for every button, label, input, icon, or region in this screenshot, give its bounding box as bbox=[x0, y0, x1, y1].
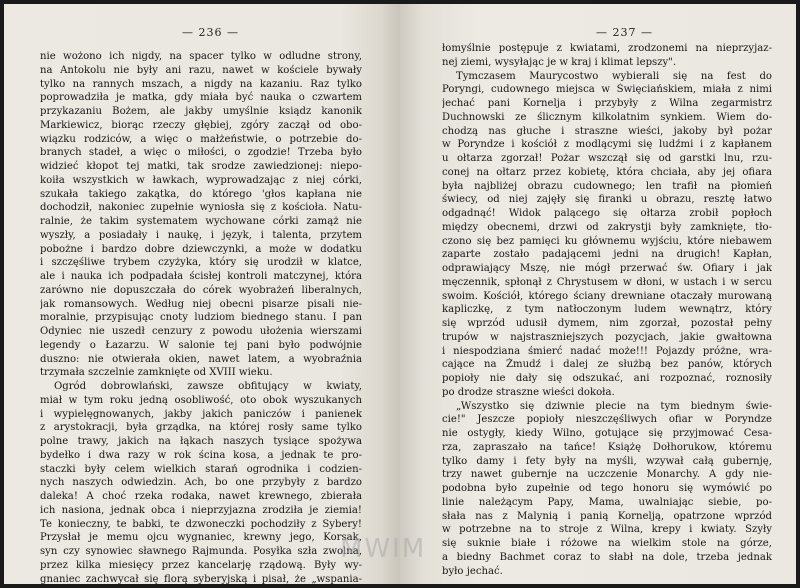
right-page bbox=[400, 4, 796, 584]
text-line: było jechać. bbox=[442, 565, 503, 577]
text-line: Te konieczny, te babki, te dzwoneczki pochodziły z Sybery! bbox=[40, 518, 362, 530]
text-line: kapliczkę, z tym natłoczonym ludem wewnątrz, który bbox=[442, 304, 772, 316]
text-line: popioły nie dały się odszukać, ani rozpoznać, roznosiły bbox=[442, 373, 772, 384]
text-line: nych naszych odwiedzin. Ach, bo one przybyły z bardzo bbox=[40, 477, 362, 489]
text-line: miał w tym roku jedną osobliwość, oto obok wyszukanych bbox=[40, 394, 362, 406]
text-line: cające na Żmudź i dalej ze służbą bez panów, których bbox=[442, 359, 772, 371]
text-line: jechać pani Kornelja i przybyły z Wilna zegarmistrz bbox=[442, 98, 772, 109]
text-line: nie wożono ich nigdy, na spacer tylko w odludne strony, bbox=[40, 51, 362, 62]
text-line: conej na ołtarz przez kobietę, która chciała, aby jej ofiara bbox=[442, 166, 772, 178]
text-line: cie!" Jeszcze popioły nieszczęśliwych ofiar w Poryndze bbox=[442, 414, 772, 426]
text-line: dochodził, nakoniec zupełnie wyniosła się z kościoła. Natu- bbox=[40, 202, 362, 214]
text-line: Tymczasem Maurycostwo wybierali się na fest do bbox=[456, 70, 772, 82]
text-line: chodzą nas głuche i straszne wieści, jakoby był pożar bbox=[442, 125, 772, 137]
text-line: bydełko i dwa razy w rok ścina kosa, a jednak te pro- bbox=[40, 449, 362, 461]
text-line: staczki były celem wielkich starań ogrodnika i codzien- bbox=[40, 463, 362, 475]
text-line: i szczęśliwe trybem czyżyka, który się urodził w klatce, bbox=[40, 257, 362, 269]
text-line: Przysłał je memu ojcu wygnaniec, krewny jego, Korsak, bbox=[40, 532, 362, 544]
text-line: swoim. Kościół, którego ściany drewniane otaczały murowaną bbox=[442, 290, 772, 302]
text-line: w potrzebne na to stroje z Wilna, krepy i kwiaty. Szyły bbox=[442, 524, 772, 536]
text-line: między obecnemi, drzwi od zakrystji były zamknięte, tło- bbox=[442, 221, 772, 233]
text-line: tylko na rannych mszach, a nigdy na kazaniu. Raz tylko bbox=[40, 78, 362, 90]
text-line: szukała takiego zakątka, do którego 'głos kapłana nie bbox=[40, 188, 362, 200]
text-line: czono się bez pamięci ku głównemu wyjściu, które niebawem bbox=[442, 235, 772, 247]
text-line: była najbliżej obrazu cudownego; len trafił na płomień bbox=[442, 180, 772, 192]
text-line: łomyślnie postępuje z kwiatami, zrodzonemi na nieprzyjaz- bbox=[442, 43, 772, 54]
text-line: trzymała szczelnie zamknięte od XVIII wieku. bbox=[40, 367, 273, 379]
text-line: przykazaniu Bożem, ale jakby umyślnie ksiądz kanonik bbox=[40, 106, 362, 117]
text-line: po drodze straszne wieści dokoła. bbox=[442, 386, 615, 398]
left-page bbox=[4, 4, 400, 584]
text-line: syn czy synowiec sławnego Rajmunda. Posyłka szła zwolna, bbox=[40, 546, 362, 557]
text-line: Ogród dobrowlański, zawsze obfitujący w kwiaty, bbox=[54, 381, 362, 392]
text-line: się wprzód udusił dymem, nim zgorzał, pozostał pełny bbox=[442, 318, 772, 329]
text-line: u ołtarza zgorzał! Pożar wszczął się od garstki lnu, rzu- bbox=[442, 153, 772, 164]
text-line: z arystokracji, była grządka, na której rosły same tylko bbox=[40, 422, 362, 434]
watermark-logo: MWIM bbox=[340, 534, 427, 564]
book-spread bbox=[4, 4, 796, 584]
text-line: jak romansowych. Według niej obecni pisarze pisali nie- bbox=[40, 298, 362, 310]
text-line: legendy o Łazarzu. W salonie tej pani było podwójnie bbox=[40, 339, 362, 351]
text-line: ich nasiona, jednak obca i nieprzyjazna zrodziła je ziemia! bbox=[40, 504, 362, 516]
text-line: polne trawy, jakich na łąkach naszych tysiące spożywa bbox=[40, 436, 362, 447]
text-line: widzieć kłopot tej matki, tak srodze zawiedzionej: niepo- bbox=[40, 161, 362, 172]
text-line: Odyniec nie uszedł cenzury z powodu ułożenia wierszami bbox=[40, 326, 362, 337]
text-line: linie należącym Papy, Mama, uwalniając siebie, po- bbox=[442, 496, 772, 508]
right-page-number: — 237 — bbox=[596, 26, 653, 39]
text-line: poprowadziła je matka, gdy miała być nauka o czwartem bbox=[40, 92, 362, 104]
text-line: wyszły, a posiadały i naukę, i język, i talenta, przytem bbox=[40, 229, 362, 241]
text-line: słała nas z Malynią i panią Kornelją, opatrzone wprzód bbox=[442, 510, 772, 522]
text-line: odprawiający Mszę, nie mógł przerwać św. Ofiary i jak bbox=[442, 263, 772, 274]
text-line: nej ziemi, wysyłając je w kraj i klimat lepszy". bbox=[442, 56, 677, 68]
text-line: nie ostygły, kiedy Wilno, gotujące się przyjmować Cesa- bbox=[442, 428, 772, 439]
text-line: zarówno nie dopuszczała do córek wyobrażeń liberalnych, bbox=[40, 284, 362, 296]
text-line: podobna było zupełnie od tego honoru się wymówić po bbox=[442, 483, 772, 494]
left-page-number: — 236 — bbox=[182, 26, 239, 39]
text-line: tylko damy i fety były na myśli, wzywał całą gubernję, bbox=[442, 455, 772, 467]
text-line: koiła wszystkich w ławkach, wyprowadzając z niej córki, bbox=[40, 174, 362, 186]
text-line: ralnie, że takim systematem wychowane córki zamąż nie bbox=[40, 216, 362, 227]
text-line: przez kilka miesięcy przez kancelarję rządową. Były wy- bbox=[40, 559, 362, 571]
text-line: świecy, od niej zajęły się firanki u obrazu, resztę łatwo bbox=[442, 194, 772, 206]
text-line: rza, zapraszało na tańce! Książę Dołhorukow, któremu bbox=[442, 441, 772, 453]
text-line: zaparte zostało padającemi jedni na drugich! Kapłan, bbox=[442, 249, 772, 261]
text-line: się suknie białe i różowe na wielkim stole na górze, bbox=[442, 538, 772, 549]
text-line: na Antokolu nie były ani razu, nawet w kościele bywały bbox=[40, 64, 362, 76]
text-line: a biedny Bachmet coraz to słabł na dole, trzeba jednak bbox=[442, 551, 772, 563]
text-line: Markiewicz, biorąc rzeczy głębiej, zgóry zaczął od obo- bbox=[40, 119, 362, 131]
text-line: moralnie, przypisując cnoty ludziom biednego stanu. I pan bbox=[40, 312, 362, 324]
text-line: gnaniec zachwycał się florą syberyjską i pisał, że „wspania- bbox=[40, 573, 362, 584]
text-line: „Wszystko się dziwnie plecie na tym biednym świe- bbox=[456, 400, 772, 412]
right-page-text bbox=[442, 42, 772, 578]
text-line: Poryngi, cudownego miejsca w Święciańskiem, miała z nimi bbox=[442, 84, 772, 96]
text-line: i niespodziana śmierć nadać może!!! Pojazdy próżne, wra- bbox=[442, 345, 772, 357]
text-line: daleka! A choć rzeka rodaka, nawet krewnego, zbierała bbox=[40, 491, 362, 502]
text-line: trupów w najstraszniejszych pozycjach, jakie gwałtowna bbox=[442, 331, 772, 343]
text-line: trzy nawet gubernje na uczczenie Monarchy. A gdy nie- bbox=[442, 469, 772, 481]
text-line: branych stadeł, a więc o miłości, o zgodzie! Trzeba było bbox=[40, 147, 362, 159]
text-line: pobożne i bardzo dobre dziewczynki, a może w dodatku bbox=[40, 243, 362, 255]
text-line: ale i nauka ich podpadała ścisłej kontroli matczynej, która bbox=[40, 271, 362, 282]
text-line: i wypielęgnowanych, jakby jakich paniczów i panienek bbox=[40, 408, 362, 420]
text-line: Duchnowski ze ślicznym kilkolatnim synkiem. Wiem do- bbox=[442, 111, 772, 123]
text-line: wiązku rodziców, a więc o małżeństwie, o potrzebie do- bbox=[40, 133, 362, 145]
text-line: męczennik, spłonął z Chrystusem w dłoni, w ustach i w sercu bbox=[442, 276, 772, 288]
text-line: w Poryndze i kościół z modlącymi się ludźmi i z kapłanem bbox=[442, 139, 772, 151]
left-page-text bbox=[40, 50, 362, 584]
text-line: odgadnąć! Widok palącego się ołtarza zrobił popłoch bbox=[442, 208, 772, 219]
text-line: duszno: nie otwierała okien, nawet latem, a wyobraźnia bbox=[40, 353, 362, 365]
